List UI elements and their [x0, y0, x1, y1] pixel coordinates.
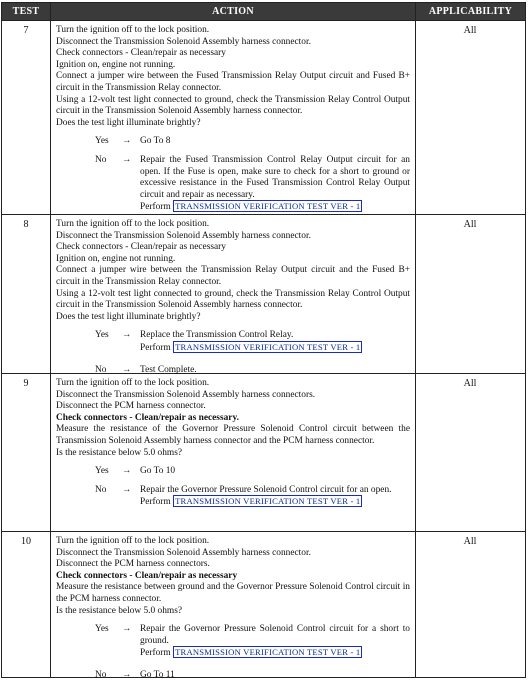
test-number: 7 — [23, 25, 29, 36]
step-text: Disconnect the PCM harness connectors. — [56, 559, 210, 570]
arrow-icon: → — [122, 466, 132, 477]
table-row — [56, 536, 410, 682]
header-action: ACTION — [212, 6, 254, 17]
yes-response — [56, 330, 410, 354]
yes-text: Replace the Transmission Control Relay. — [140, 330, 294, 341]
step-text: Disconnect the Transmission Solenoid Assembly harness connector. — [56, 36, 311, 47]
no-label: No — [95, 364, 107, 375]
step-text: Disconnect the Transmission Solenoid Assembly harness connectors. — [56, 389, 316, 400]
no-text: Repair the Governor Pressure Solenoid Control circuit for an open. — [140, 484, 392, 495]
diagnostic-table — [1, 2, 526, 678]
no-text: Go To 11 — [140, 669, 175, 680]
no-response — [56, 155, 410, 214]
step-text: Using a 12-volt test light connected to ground, check the Transmission Relay Control Output circuit in the Transmission Solenoid Assembly harness connector. — [56, 94, 410, 117]
perform-label: Perform — [140, 648, 171, 659]
row-divider — [2, 531, 525, 532]
yes-text: Go To 8 — [140, 136, 171, 147]
arrow-icon: → — [122, 484, 132, 495]
header-test: TEST — [12, 6, 40, 17]
step-text: Connect a jumper wire between the Fused Transmission Relay Output circuit and Fused B+ circuit in the Transmission Relay connector. — [56, 71, 410, 93]
table-row — [56, 378, 410, 509]
step-text: Check connectors - Clean/repair as necessary. — [56, 412, 239, 423]
table-row — [56, 219, 410, 376]
step-text: Using a 12-volt test light connected to ground, check the Transmission Relay Control Output circuit in the Transmission Solenoid Assembly harness connector. — [56, 288, 410, 311]
perform-label: Perform — [140, 342, 171, 353]
arrow-icon: → — [122, 669, 132, 680]
step-text: Disconnect the Transmission Solenoid Assembly harness connector. — [56, 230, 311, 241]
step-text: Check connectors - Clean/repair as necessary — [56, 48, 226, 59]
arrow-icon: → — [122, 136, 132, 147]
arrow-icon: → — [122, 154, 132, 165]
no-text: Repair the Fused Transmission Control Relay Output circuit for an open. If the Fuse is open, make sure to check for a short to ground or excessive resistance in the Fused Transmission Control Relay Output circuit and repair as necessary. — [140, 154, 410, 200]
test-number: 9 — [23, 378, 29, 389]
row-divider — [2, 214, 525, 215]
arrow-icon: → — [122, 364, 132, 375]
perform-label: Perform — [140, 497, 171, 508]
step-text: Ignition on, engine not running. — [56, 59, 176, 70]
no-response — [56, 485, 410, 509]
step-text: Check connectors - Clean/repair as necessary — [56, 242, 226, 253]
header-applicability: APPLICABILITY — [428, 6, 513, 17]
row-divider — [2, 20, 525, 21]
step-text: Disconnect the PCM harness connector. — [56, 401, 206, 412]
applicability-value: All — [463, 536, 477, 547]
applicability-value: All — [463, 219, 477, 230]
arrow-icon: → — [122, 330, 132, 341]
step-text: Check connectors - Clean/repair as necessary — [56, 570, 238, 581]
no-text: Test Complete. — [140, 364, 197, 375]
applicability-value: All — [463, 378, 477, 389]
no-label: No — [95, 484, 107, 495]
step-text: Turn the ignition off to the lock position. — [56, 25, 210, 35]
table-row — [56, 25, 410, 214]
verification-test-link[interactable]: TRANSMISSION VERIFICATION TEST VER - 1 — [175, 341, 361, 352]
step-text: Connect a jumper wire between the Transmission Relay Output circuit and the Fused B+ circuit in the Transmission Relay connector. — [56, 265, 410, 287]
step-text: Turn the ignition off to the lock position. — [56, 536, 210, 546]
yes-label: Yes — [95, 466, 109, 477]
step-text: Turn the ignition off to the lock position. — [56, 219, 210, 229]
yes-response — [56, 466, 410, 478]
test-number: 10 — [21, 536, 31, 547]
yes-response — [56, 624, 410, 660]
verification-test-link[interactable]: TRANSMISSION VERIFICATION TEST VER - 1 — [175, 201, 361, 212]
step-text: Measure the resistance of the Governor Pressure Solenoid Control circuit between the Transmission Solenoid Assembly harness connector and the PCM harness connector. — [56, 424, 410, 446]
yes-label: Yes — [95, 330, 109, 341]
no-label: No — [95, 669, 107, 680]
no-response — [56, 365, 410, 377]
perform-label: Perform — [140, 202, 171, 213]
step-text: Measure the resistance between ground and the Governor Pressure Solenoid Control circuit in the PCM harness connector. — [56, 582, 410, 604]
test-number: 8 — [23, 219, 29, 230]
verification-test-link[interactable]: TRANSMISSION VERIFICATION TEST VER - 1 — [175, 647, 361, 658]
step-text: Disconnect the Transmission Solenoid Assembly harness connector. — [56, 547, 311, 558]
yes-text: Go To 10 — [140, 466, 176, 477]
no-label: No — [95, 154, 107, 165]
yes-label: Yes — [95, 136, 109, 147]
column-divider — [50, 3, 51, 677]
column-divider — [415, 3, 416, 677]
yes-response — [56, 136, 410, 148]
no-response — [56, 670, 410, 682]
arrow-icon: → — [122, 624, 132, 635]
table-header — [2, 3, 525, 20]
yes-text: Repair the Governor Pressure Solenoid Control circuit for a short to ground. — [140, 624, 410, 646]
question-text: Does the test light illuminate brightly? — [56, 311, 201, 322]
question-text: Does the test light illuminate brightly? — [56, 117, 201, 128]
yes-label: Yes — [95, 624, 109, 635]
question-text: Is the resistance below 5.0 ohms? — [56, 447, 183, 458]
question-text: Is the resistance below 5.0 ohms? — [56, 605, 183, 616]
step-text: Turn the ignition off to the lock position. — [56, 378, 210, 388]
applicability-value: All — [463, 25, 477, 36]
verification-test-link[interactable]: TRANSMISSION VERIFICATION TEST VER - 1 — [175, 496, 361, 507]
step-text: Ignition on, engine not running. — [56, 253, 176, 264]
